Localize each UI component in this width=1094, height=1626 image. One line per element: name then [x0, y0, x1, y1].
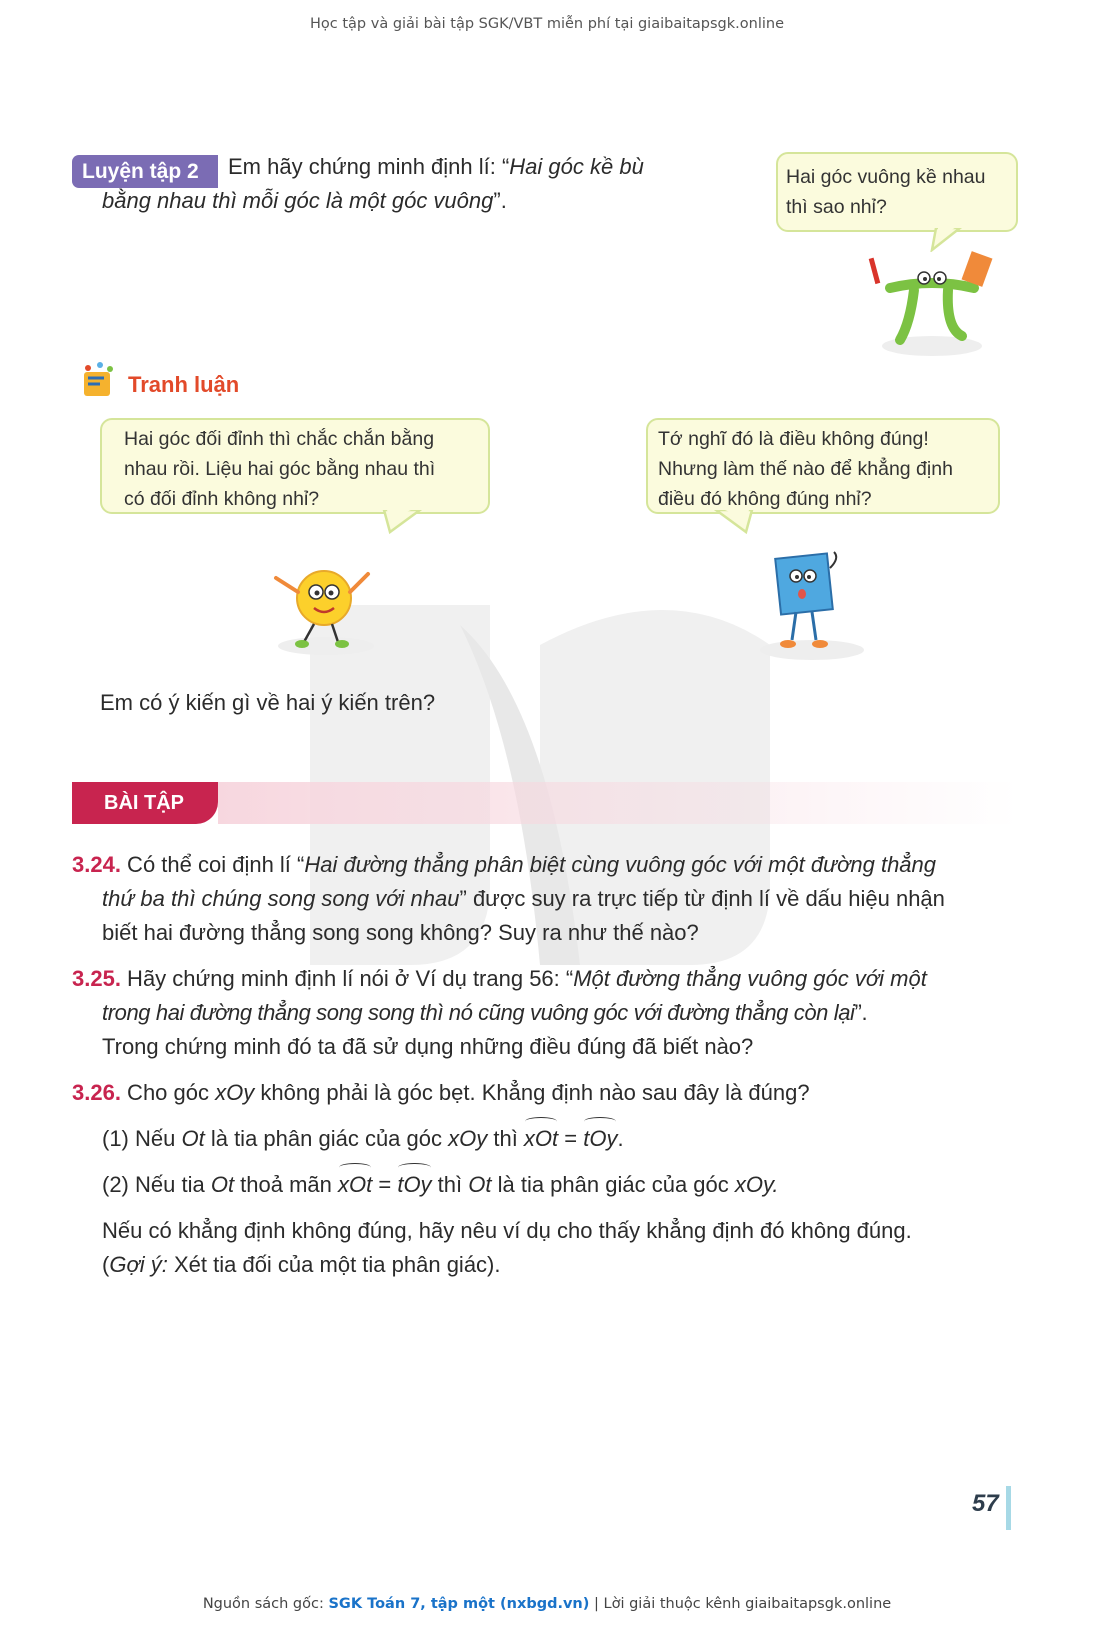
exercise-3-24-text-b: Hai đường thẳng phân biệt cùng vuông góc với một đường thẳng	[304, 852, 937, 877]
pi-bubble-line1: Hai góc vuông kề nhau	[786, 166, 986, 188]
exercise-3-25-line3: Trong chứng minh đó ta đã sử dụng những điều đúng đã biết nào?	[102, 1034, 754, 1059]
exercise-badge: BÀI TẬP	[72, 782, 218, 824]
exercise-3-26-note-line2	[102, 1248, 1032, 1282]
sun-bubble-line2: nhau rồi. Liệu hai góc bằng nhau thì	[124, 458, 436, 480]
exercise-3-24-text-a: Có thể coi định lí “	[120, 852, 305, 877]
square-speech-bubble	[646, 418, 1000, 514]
angle-xOy: xOy	[215, 1080, 255, 1105]
square-bubble-line3: điều đó không đúng nhỉ?	[658, 488, 872, 510]
exercise-3-25-line1	[72, 962, 1032, 996]
exercise-3-26-note-line1: Nếu có khẳng định không đúng, hãy nêu ví dụ cho thấy khẳng định đó không đúng.	[102, 1218, 912, 1243]
exercise-3-24-number: 3.24.	[72, 852, 121, 877]
sun-bubble-tail	[380, 510, 430, 536]
exercise-3-26-line1	[72, 1076, 1032, 1110]
period: .	[617, 1126, 624, 1151]
exercise-3-25-number: 3.25.	[72, 966, 121, 991]
exercise-3-26-statement1	[102, 1122, 1032, 1156]
page-header: Học tập và giải bài tập SGK/VBT miễn phí tại giaibaitapsgk.online	[310, 16, 784, 32]
sun-speech-bubble	[100, 418, 490, 514]
s2-text-d: là tia phân giác của góc	[491, 1172, 735, 1197]
luyen-tap-intro: Em hãy chứng minh định lí: “	[228, 154, 510, 179]
square-bubble-line2: Nhưng làm thế nào để khẳng định	[658, 458, 953, 480]
exercise-3-26-text-a: Cho góc	[120, 1080, 216, 1105]
debate-question: Em có ý kiến gì về hai ý kiến trên?	[100, 690, 436, 715]
square-bubble-tail	[712, 510, 762, 536]
s1-text-b: là tia phân giác của góc	[204, 1126, 449, 1151]
equals-sign: =	[558, 1126, 584, 1151]
pi-bubble-line2: thì sao nhỉ?	[786, 196, 887, 218]
exercise-3-25-text-a: Hãy chứng minh định lí nói ở Ví dụ trang 56: “	[120, 966, 574, 991]
luyen-tap-badge: Luyện tập 2	[72, 155, 218, 188]
exercise-3-26-statement2	[102, 1168, 1032, 1202]
s1-text-c: thì	[487, 1126, 524, 1151]
exercise-3-25-text-b: Một đường thẳng vuông góc với một	[573, 966, 927, 991]
ray-Ot: Ot	[468, 1172, 492, 1197]
luyen-tap-text-line2	[102, 184, 702, 218]
square-bubble-line1: Tớ nghĩ đó là điều không đúng!	[658, 428, 929, 450]
hint-text: Xét tia đối của một tia phân giác).	[167, 1252, 501, 1277]
sun-character-illustration	[268, 556, 378, 656]
exercise-3-24-line1	[72, 848, 1032, 882]
hint-open: (	[102, 1252, 110, 1277]
footer-suffix: | Lời giải thuộc kênh giaibaitapsgk.online	[589, 1596, 892, 1612]
footer-source-link[interactable]: SGK Toán 7, tập một (nxbgd.vn)	[328, 1596, 590, 1612]
luyen-tap-italic1: Hai góc kề bù	[509, 154, 644, 179]
exercise-3-25-text-d: ”.	[854, 1000, 868, 1025]
luyen-tap-italic2: bằng nhau thì mỗi góc là một góc vuông	[102, 188, 494, 213]
sun-bubble-line1: Hai góc đối đỉnh thì chắc chắn bằng	[124, 428, 435, 450]
debate-title: Tranh luận	[128, 372, 240, 397]
exercise-3-24-line2	[102, 882, 1032, 916]
exercise-3-26-number: 3.26.	[72, 1080, 121, 1105]
s1-text-a: (1) Nếu	[102, 1126, 182, 1151]
page-number: 57	[972, 1490, 999, 1517]
exercise-header-fade	[218, 782, 1018, 824]
exercise-3-24-text-c: thứ ba thì chúng song song với nhau	[102, 886, 460, 911]
s2-text-b: thoả mãn	[234, 1172, 339, 1197]
exercise-3-24-text-d: ” được suy ra trực tiếp từ định lí về dấu hiệu nhận	[459, 886, 945, 911]
angle-xOt: xOt	[338, 1168, 372, 1202]
luyen-tap-text-line1	[228, 150, 718, 184]
s2-text-c: thì	[431, 1172, 469, 1197]
sun-bubble-line3: có đối đỉnh không nhỉ?	[124, 488, 320, 510]
angle-xOy: xOy	[448, 1126, 488, 1151]
angle-xOt: xOt	[524, 1122, 558, 1156]
footer-prefix: Nguồn sách gốc:	[202, 1596, 329, 1612]
exercise-3-25-text-c: trong hai đường thẳng song song thì nó cũng vuông góc với đường thẳng còn lại	[102, 1000, 855, 1025]
exercise-3-24-line3: biết hai đường thẳng song song không? Suy ra như thế nào?	[102, 920, 699, 945]
luyen-tap-end: ”.	[493, 188, 507, 213]
angle-tOy: tOy	[397, 1168, 431, 1202]
page-footer	[0, 1596, 1094, 1612]
debate-icon	[78, 360, 118, 400]
exercise-3-25-line2	[102, 996, 1032, 1030]
pi-character-illustration	[862, 248, 1002, 358]
ray-Ot: Ot	[210, 1172, 235, 1197]
exercise-3-26-text-b: không phải là góc bẹt. Khẳng định nào sau đây là đúng?	[254, 1080, 810, 1105]
ray-Ot: Ot	[181, 1126, 205, 1151]
s2-text-a: (2) Nếu tia	[102, 1172, 211, 1197]
page-number-bar	[1006, 1486, 1011, 1530]
pi-speech-bubble	[776, 152, 1018, 232]
equals-sign: =	[372, 1172, 398, 1197]
square-character-illustration	[756, 548, 876, 660]
s2-text-e: xOy.	[734, 1172, 779, 1197]
angle-tOy: tOy	[583, 1122, 617, 1156]
hint-label: Gợi ý:	[109, 1252, 168, 1277]
